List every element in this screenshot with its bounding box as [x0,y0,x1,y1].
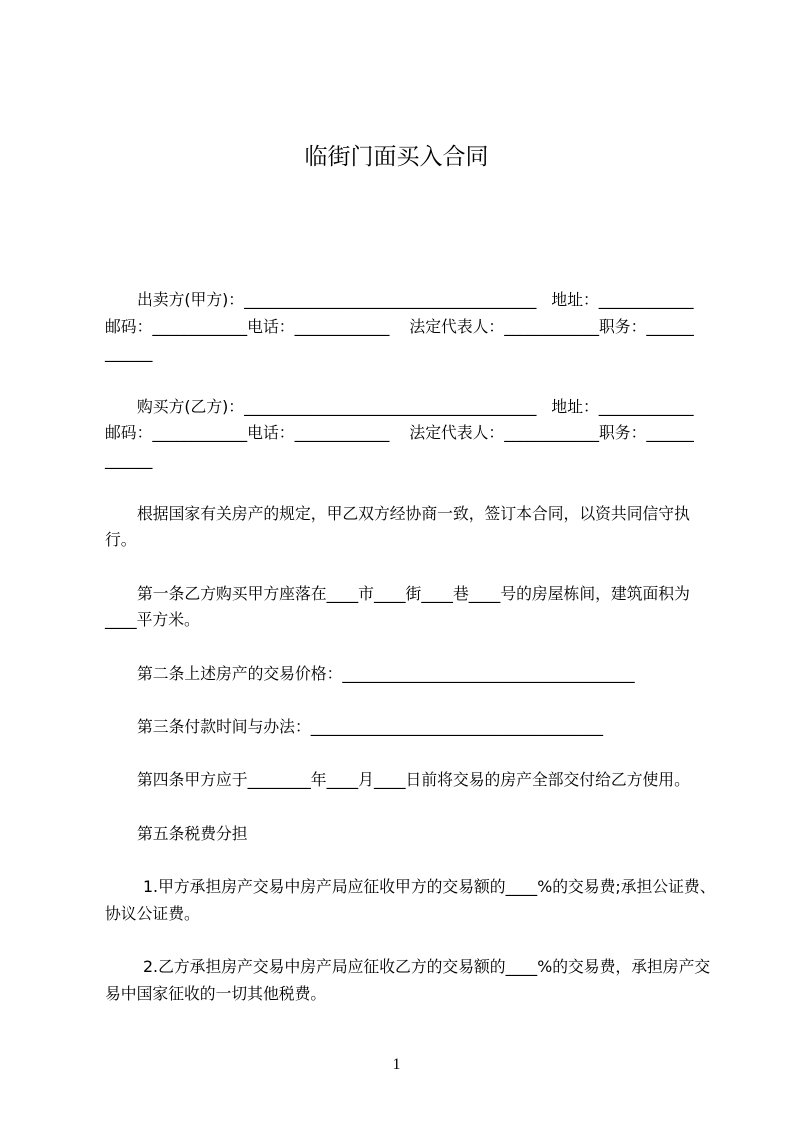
contract-title: 临街门面买入合同 [304,144,489,170]
article-3-paragraph [105,714,755,741]
paragraph-line: 邮码：____________电话：____________ 法定代表人：____________职务：______ [105,316,694,336]
buyer-info-paragraph [105,394,755,474]
article-5-item-2 [105,954,755,1007]
article-4-paragraph [105,767,755,794]
paragraph-line: 第五条税费分担 [137,823,248,843]
paragraph-line: 根据国家有关房产的规定，甲乙双方经协商一致，签订本合同，以资共同信守执 [137,503,690,523]
paragraph-line: 第二条上述房产的交易价格：_____________________________________ [137,663,635,683]
seller-info-paragraph [105,287,755,367]
article-1-paragraph [105,581,755,634]
paragraph-line: ______ [105,450,153,470]
article-2-paragraph [105,661,755,688]
page-number: 1 [392,1056,401,1073]
preamble-paragraph [105,501,755,554]
paragraph-line: 1.甲方承担房产交易中房产局应征收甲方的交易额的____%的交易费;承担公证费、 [143,877,716,897]
paragraph-line: 第三条付款时间与办法：_____________________________________ [137,717,604,736]
paragraph-line: 邮码：____________电话：____________ 法定代表人：____________职务：______ [105,423,694,443]
article-5-item-1 [105,874,755,927]
paragraph-line: 2.乙方承担房产交易中房产局应征收乙方的交易额的____%的交易费，承担房产交 [143,957,711,977]
paragraph-line: 第四条甲方应于________年____月____日前将交易的房产全部交付给乙方使用。 [137,770,690,790]
paragraph-line: 行。 [105,530,137,550]
paragraph-line: 易中国家征收的一切其他税费。 [105,983,327,1003]
paragraph-line: ____平方米。 [105,610,200,630]
article-5-heading [105,821,755,848]
paragraph-line: ______ [105,343,153,363]
paragraph-line: 第一条乙方购买甲方座落在____市____街____巷____号的房屋栋间，建筑面积为 [137,583,690,603]
paragraph-line: 协议公证费。 [105,903,200,923]
contract-body [105,287,755,1034]
paragraph-line: 出卖方(甲方)：_____________________________________ 地址：____________ [137,290,694,309]
paragraph-line: 购买方(乙方)：_____________________________________ 地址：____________ [137,396,694,416]
